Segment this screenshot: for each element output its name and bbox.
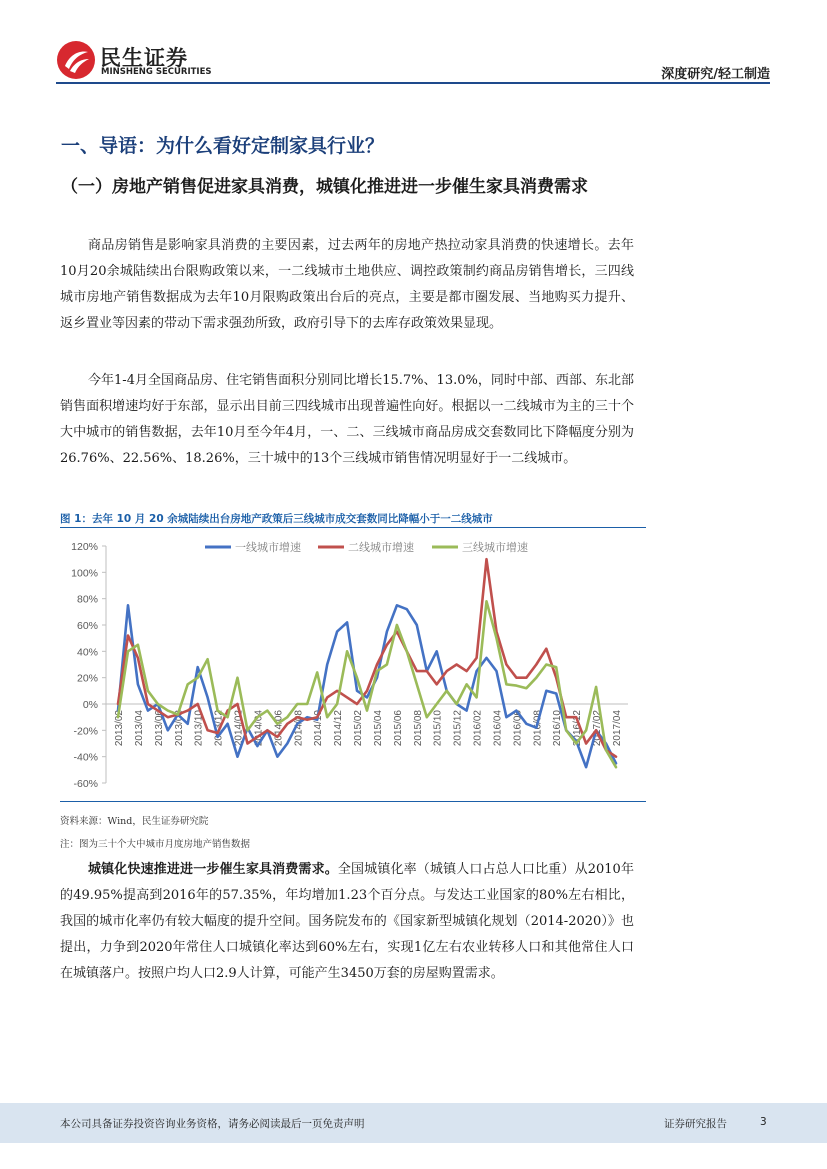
paragraph-3-lead: 城镇化快速推进进一步催生家具消费需求。 bbox=[88, 862, 338, 877]
figure-note: 注：图为三十个大中城市月度房地产销售数据 bbox=[60, 839, 251, 850]
y-tick-label: 0% bbox=[82, 699, 98, 711]
paragraph-3-body: 全国城镇化率（城镇人口占总人口比重）从2010年的49.95%提高到2016年的57.35%，年均增加1.23个百分点。与发达工业国家的80%左右相比，我国的城市化率仍有较大幅度的提升空间。国务院发布的《国家新型城镇化规划（2014-2020）》也提出，力争到2020年常住人口城镇化率达到60%左右，实现1亿左右农业转移人口和其他常住人口在城镇落户。按照户均人口2.9人计算，可能产生3450万套的房屋购置需求。 bbox=[60, 862, 634, 981]
x-tick-label: 2015/12 bbox=[452, 710, 464, 747]
footer bbox=[0, 1103, 827, 1143]
subsection-title: （一）房地产销售促进家具消费，城镇化推进进一步催生家具消费需求 bbox=[61, 177, 588, 197]
logo-text-en: MINSHENG SECURITIES bbox=[101, 67, 212, 77]
page-number: 3 bbox=[760, 1116, 767, 1128]
x-tick-label: 2014/04 bbox=[253, 710, 265, 747]
y-tick-label: 40% bbox=[76, 646, 98, 659]
x-tick-label: 2014/12 bbox=[333, 710, 345, 747]
x-tick-label: 2014/10 bbox=[313, 710, 325, 747]
footer-disclaimer: 本公司具备证券投资咨询业务资格，请务必阅读最后一页免责声明 bbox=[60, 1118, 365, 1130]
minsheng-logo-icon bbox=[56, 40, 96, 80]
x-tick-label: 2017/04 bbox=[612, 710, 623, 747]
header-divider bbox=[56, 82, 770, 84]
x-tick-label: 2016/08 bbox=[532, 710, 544, 747]
figure-title: 图 1：去年 10 月 20 余城陆续出台房地产政策后三线城市成交套数同比降幅小于一二线城市 bbox=[60, 513, 493, 525]
y-tick-label: -20% bbox=[73, 725, 98, 738]
x-tick-label: 2017/02 bbox=[592, 710, 604, 747]
x-tick-label: 2016/10 bbox=[552, 710, 564, 747]
y-tick-label: 100% bbox=[71, 567, 98, 580]
x-tick-label: 2016/04 bbox=[492, 710, 504, 747]
section-title: 一、导语：为什么看好定制家具行业？ bbox=[61, 135, 385, 157]
y-tick-label: 60% bbox=[76, 620, 98, 632]
report-type: 深度研究/轻工制造 bbox=[661, 67, 770, 82]
figure-source: 资料来源：Wind，民生证券研究院 bbox=[60, 816, 209, 827]
x-tick-label: 2013/10 bbox=[193, 710, 205, 747]
line-chart bbox=[60, 530, 646, 800]
x-tick-label: 2015/06 bbox=[392, 710, 404, 747]
x-tick-label: 2015/10 bbox=[432, 710, 444, 747]
figure-bottom-rule bbox=[60, 801, 646, 802]
legend-label-3: 三线城市增速 bbox=[462, 542, 528, 554]
x-tick-label: 2015/04 bbox=[372, 710, 384, 747]
figure-top-rule bbox=[60, 527, 646, 528]
x-tick-label: 2016/12 bbox=[572, 710, 584, 747]
y-tick-label: -40% bbox=[73, 751, 98, 764]
legend-label-2: 二线城市增速 bbox=[348, 542, 414, 554]
y-tick-label: 80% bbox=[76, 593, 98, 606]
x-tick-label: 2013/04 bbox=[133, 710, 145, 747]
x-tick-label: 2013/02 bbox=[114, 710, 125, 747]
footer-report-label: 证券研究报告 bbox=[664, 1118, 727, 1130]
x-tick-label: 2013/06 bbox=[153, 710, 165, 747]
x-tick-label: 2014/08 bbox=[293, 710, 305, 747]
x-tick-label: 2014/02 bbox=[233, 710, 245, 747]
x-tick-label: 2015/02 bbox=[353, 710, 365, 747]
paragraph-3 bbox=[60, 857, 634, 987]
legend-label-1: 一线城市增速 bbox=[235, 542, 301, 554]
x-tick-label: 2013/12 bbox=[213, 710, 225, 747]
y-tick-label: 20% bbox=[76, 672, 98, 685]
logo bbox=[56, 40, 212, 80]
paragraph-2: 今年1-4月全国商品房、住宅销售面积分别同比增长15.7%、13.0%，同时中部、西部、东北部销售面积增速均好于东部，显示出目前三四线城市出现普遍性向好。根据以一二线城市为主的三十个大中城市的销售数据，去年10月至今年4月，一、二、三线城市商品房成交套数同比下降幅度分别为26.76%、22.56%、18.26%，三十城中的13个三线城市销售情况明显好于一二线城市。 bbox=[60, 373, 634, 466]
logo-text-cn: 民生证券 bbox=[100, 46, 188, 70]
x-tick-label: 2015/08 bbox=[412, 710, 424, 747]
y-tick-label: -60% bbox=[73, 778, 98, 790]
x-tick-label: 2014/06 bbox=[273, 710, 285, 747]
x-tick-label: 2016/02 bbox=[472, 710, 484, 747]
y-tick-label: 120% bbox=[71, 541, 98, 553]
paragraph-1: 商品房销售是影响家具消费的主要因素，过去两年的房地产热拉动家具消费的快速增长。去年10月20余城陆续出台限购政策以来，一二线城市土地供应、调控政策制约商品房销售增长，三四线城市房地产销售数据成为去年10月限购政策出台后的亮点，主要是都市圈发展、当地购买力提升、返乡置业等因素的带动下需求强劲所致，政府引导下的去库存政策效果显现。 bbox=[60, 238, 634, 331]
x-tick-label: 2013/08 bbox=[173, 710, 185, 747]
x-tick-label: 2016/06 bbox=[512, 710, 524, 747]
